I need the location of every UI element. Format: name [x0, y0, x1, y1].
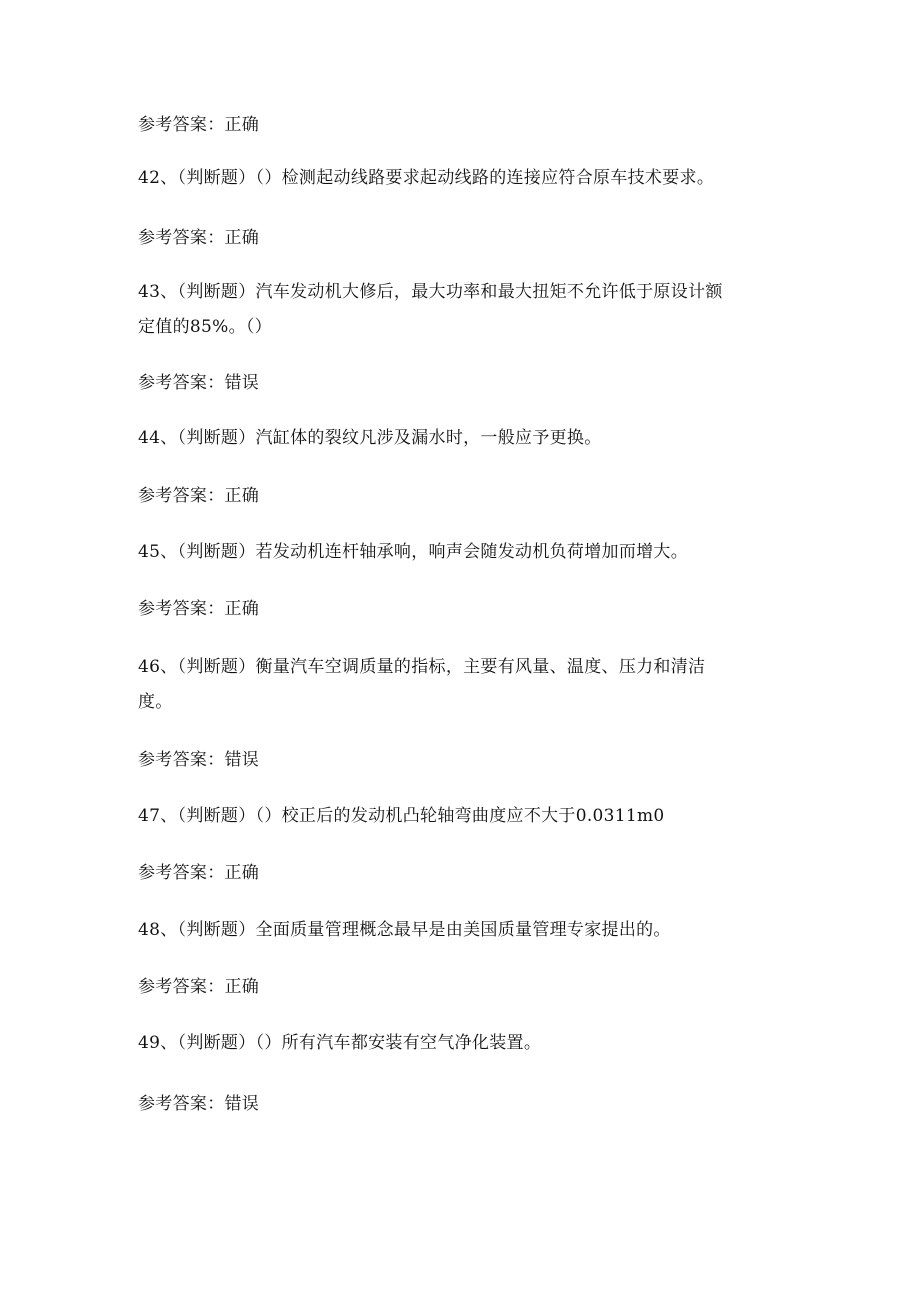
- question-47: 47、（判断题）（）校正后的发动机凸轮轴弯曲度应不大于0.0311m0: [138, 806, 665, 826]
- question-46-line1: 46、（判断题）衡量汽车空调质量的指标，主要有风量、温度、压力和清洁: [138, 657, 706, 677]
- question-43-line1: 43、（判断题）汽车发动机大修后，最大功率和最大扭矩不允许低于原设计额: [138, 282, 723, 302]
- answer-41: 参考答案：正确: [138, 115, 260, 135]
- question-48: 48、（判断题）全面质量管理概念最早是由美国质量管理专家提出的。: [138, 920, 671, 940]
- question-45: 45、（判断题）若发动机连杆轴承响，响声会随发动机负荷增加而增大。: [138, 542, 689, 562]
- answer-49: 参考答案：错误: [138, 1094, 260, 1114]
- question-42: 42、（判断题）（）检测起动线路要求起动线路的连接应符合原车技术要求。: [138, 168, 715, 188]
- question-44: 44、（判断题）汽缸体的裂纹凡涉及漏水时，一般应予更换。: [138, 428, 602, 448]
- question-46-line2: 度。: [138, 692, 173, 712]
- answer-45: 参考答案：正确: [138, 599, 260, 619]
- answer-44: 参考答案：正确: [138, 486, 260, 506]
- answer-48: 参考答案：正确: [138, 977, 260, 997]
- answer-47: 参考答案：正确: [138, 863, 260, 883]
- answer-46: 参考答案：错误: [138, 750, 260, 770]
- answer-43: 参考答案：错误: [138, 373, 260, 393]
- question-49: 49、（判断题）（）所有汽车都安装有空气净化装置。: [138, 1033, 542, 1053]
- answer-42: 参考答案：正确: [138, 228, 260, 248]
- question-43-line2: 定值的85%。（）: [138, 317, 272, 337]
